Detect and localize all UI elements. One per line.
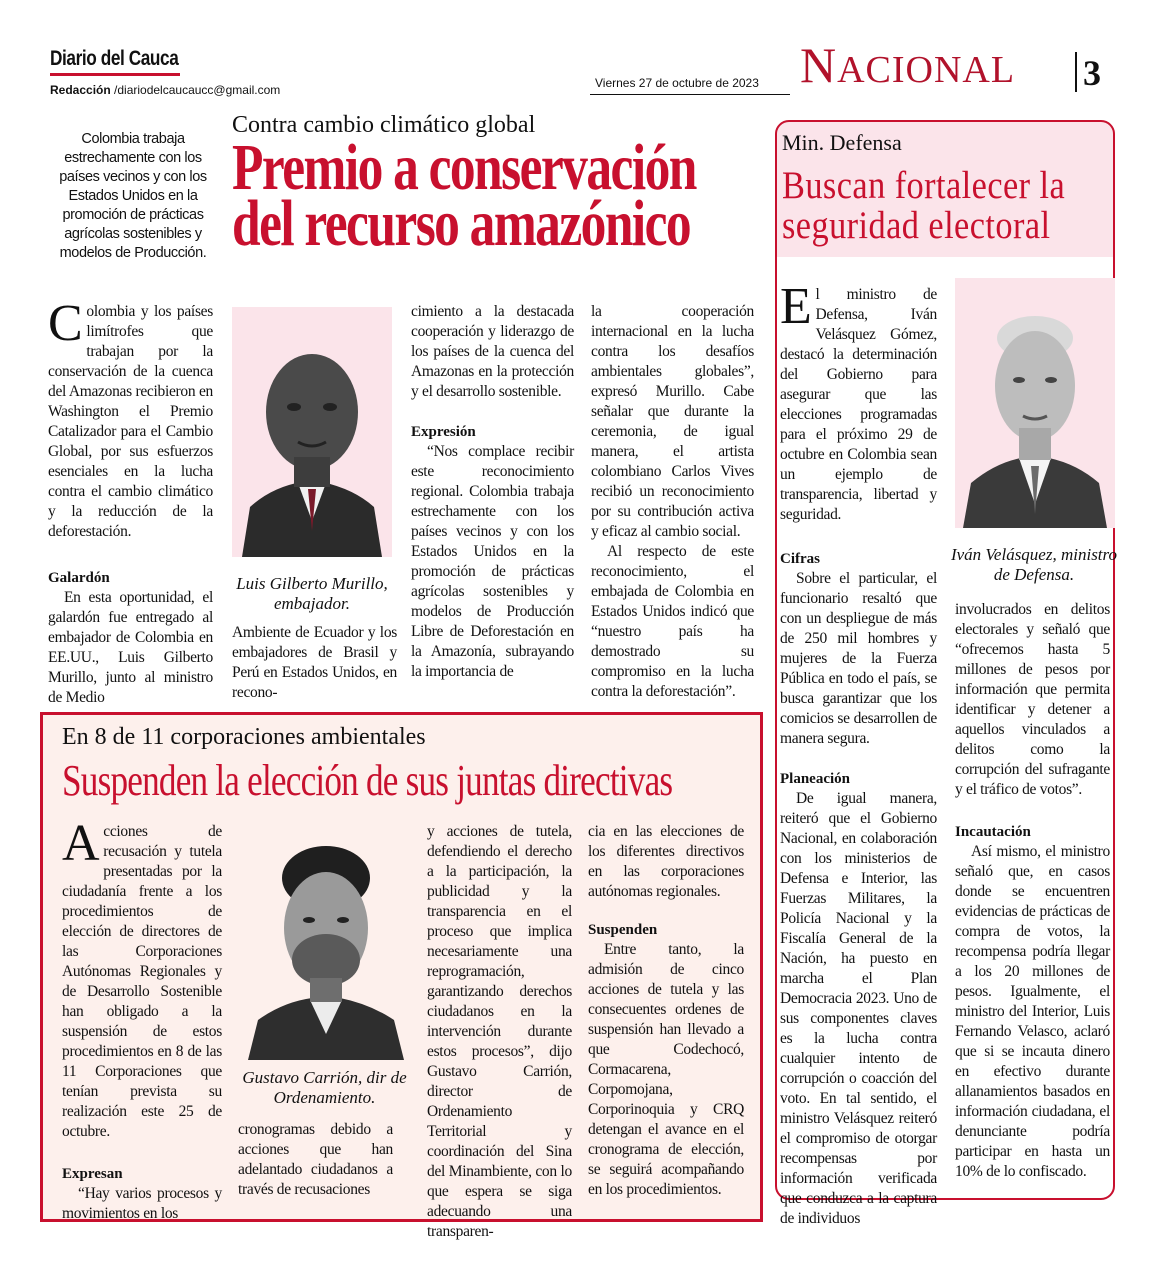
main-column-3 bbox=[411, 302, 574, 682]
redaccion-line bbox=[50, 83, 280, 97]
portrait-icon bbox=[955, 278, 1115, 528]
env-headline: Suspenden la elección de sus juntas directivas bbox=[62, 756, 673, 805]
main-column-4-paragraph-2: Al respecto de este reconocimiento, el embajada de Colombia en Estados Unidos indicó que “nuestro país ha demostrado su compromiso en la lucha contra la deforestación”. bbox=[591, 543, 754, 700]
main-lead: olombia y los países limítrofes que trabajan por la conservación de la cuenca del Amazonas recibieron en Washington el Premio Catalizador para el Cambio Global, por sus esfuerzos esenciales en la lucha contra el cambio climático y la reducción de la deforestación. bbox=[48, 303, 213, 540]
date-rule bbox=[590, 94, 790, 95]
defense-column-2 bbox=[955, 600, 1110, 1182]
main-column-4 bbox=[591, 302, 754, 702]
main-column-3-top: cimiento a la destacada cooperación y liderazgo de los países de la cuenca del Amazonas en la protección y el desarrollo sostenible. bbox=[411, 303, 574, 400]
defense-paragraph-1: Sobre el particular, el funcionario resaltó que con un despliegue de más de 250 mil hombres y mujeres de la Fuerza Pública en todo el país, se busca garantizar que los comicios se desarrollen de manera segura. bbox=[780, 570, 937, 747]
defense-column-2-paragraph-2: Así mismo, el ministro señaló que, en casos donde se encuentren evidencias de prácticas de compra de votos, la recompensa podría llegar a los 20 millones de pesos. Igualmente, el ministro del Interior, Luis Fernando Velasco, aclaró que si se incauta dinero en efectivo durante allanamientos basados en información ciudadana, el denunciante podría participar en hasta un 10% de lo confiscado. bbox=[955, 843, 1110, 1180]
portrait-icon bbox=[238, 820, 413, 1060]
page-number: 3 bbox=[1083, 53, 1101, 93]
paper-name-underline bbox=[50, 73, 180, 76]
defense-kicker: Min. Defensa bbox=[782, 130, 902, 155]
env-subhead-expresan: Expresan bbox=[62, 1166, 123, 1182]
env-column-4-paragraph: Entre tanto, la admisión de cinco acciones de tutela y las consecuentes ordenes de suspensión han llevado a que Codechocó, Cormacarena, Corpomojana, Corporinoquia y CRQ detengan el avance en el cronograma de elección, se seguirá acompañando en los procedimientos. bbox=[588, 941, 744, 1198]
issue-date: Viernes 27 de octubre de 2023 bbox=[595, 76, 759, 90]
redaccion-email: /diariodelcaucaucc@gmail.com bbox=[110, 83, 281, 97]
defense-subhead-incautacion: Incautación bbox=[955, 824, 1031, 840]
defense-dropcap: E bbox=[780, 278, 812, 335]
paper-name: Diario del Cauca bbox=[50, 47, 179, 70]
section-title-initial: N bbox=[800, 37, 838, 93]
main-subhead-galardon: Galardón bbox=[48, 570, 110, 586]
main-subhead-expresion: Expresión bbox=[411, 424, 476, 440]
env-column-1 bbox=[62, 815, 222, 1224]
defense-column-1 bbox=[780, 278, 937, 1229]
main-column-1 bbox=[48, 295, 213, 708]
murillo-photo bbox=[232, 307, 392, 557]
murillo-caption: Luis Gilberto Murillo, embajador. bbox=[236, 574, 388, 613]
defense-subhead-cifras: Cifras bbox=[780, 551, 820, 567]
portrait-icon bbox=[232, 307, 392, 557]
env-paragraph-1: “Hay varios procesos y movimientos en los bbox=[62, 1185, 222, 1222]
main-pullquote: Colombia trabaja estrechamente con los países vecinos y con los Estados Unidos en la promoción de prácticas agrícolas sostenibles y modelos de Producción. bbox=[59, 131, 207, 261]
main-column-4-paragraph-1: la cooperación internacional en la lucha contra los desafíos ambientales globales”, expresó Murillo. Cabe señalar que durante la ceremonia, de igual manera, el artista colombiano Carlos Vives recibió un reconocimiento por su contribución activa y eficaz al cambio social. bbox=[591, 303, 754, 540]
env-kicker: En 8 de 11 corporaciones ambientales bbox=[62, 724, 426, 750]
velasquez-caption: Iván Velásquez, ministro de Defensa. bbox=[950, 545, 1118, 584]
defense-paragraph-2: De igual manera, reiteró que el Gobierno Nacional, en colaboración con los ministerios de Defensa e Interior, las Fuerzas Militares, la Policía Nacional y la Fiscalía General de la Nación, ha puesto en marcha el Plan Democracia 2023. Uno de sus componentes claves es la lucha contra cualquier intento de corrupción o coacción del voto. En tal sentido, el ministro Velásquez reiteró el compromiso de otorgar recompensas por información verificada que conduzca a la captura de individuos bbox=[780, 790, 937, 1227]
env-column-2: cronogramas debido a acciones que han adelantado ciudadanos a través de recusaciones bbox=[238, 1121, 393, 1198]
env-dropcap: A bbox=[62, 815, 100, 872]
section-separator bbox=[1075, 52, 1077, 92]
main-paragraph-1: En esta oportunidad, el galardón fue entregado al embajador de Colombia en EE.UU., Luis Gilberto Murillo, junto al ministro de Medio bbox=[48, 589, 213, 706]
defense-subhead-planeacion: Planeación bbox=[780, 771, 850, 787]
main-headline: Premio a conservación del recurso amazónico bbox=[232, 131, 696, 260]
defense-lead: l ministro de Defensa, Iván Velásquez Gómez, destacó la determinación del Gobierno para asegurar que las elecciones programadas para el próximo 29 de octubre en Colombia sean un ejemplo de transparencia, libertad y seguridad. bbox=[780, 286, 937, 523]
section-title-rest: ACIONAL bbox=[837, 49, 1016, 91]
env-subhead-suspenden: Suspenden bbox=[588, 922, 658, 938]
env-lead: cciones de recusación y tutela presentadas por la ciudadanía frente a los procedimientos de elección de directores de las Corporaciones Autónomas Regionales y de Desarrollo Sostenible han obligado a la suspensión de estos procedimientos en 8 de las 11 Corporaciones que tenían prevista su realización este 25 de octubre. bbox=[62, 823, 222, 1140]
env-column-4-top: cia en las elecciones de los diferentes directivos en las corporaciones autónomas regionales. bbox=[588, 823, 744, 900]
env-column-4 bbox=[588, 822, 744, 1200]
carrion-photo bbox=[238, 820, 413, 1060]
defense-headline: Buscan fortalecer la seguridad electoral bbox=[782, 164, 1066, 247]
section-title bbox=[800, 37, 1016, 93]
main-dropcap: C bbox=[48, 295, 83, 352]
velasquez-photo bbox=[955, 278, 1115, 528]
main-kicker: Contra cambio climático global bbox=[232, 112, 536, 138]
env-column-3: y acciones de tutela, defendiendo el derecho a la participación, la publicidad y la transparencia en el proceso que implica necesariamente una reprogramación, garantizando derechos ciudadanos en la intervención durante estos procesos”, dijo Gustavo Carrión, director de Ordenamiento Territorial y coordinación del Sina del Minambiente, con lo que espera se siga adecuando una transparen- bbox=[427, 823, 572, 1240]
main-column-2: Ambiente de Ecuador y los embajadores de Brasil y Perú en Estados Unidos, en recono- bbox=[232, 624, 397, 701]
main-column-3-paragraph: “Nos complace recibir este reconocimiento regional. Colombia trabaja estrechamente con los países vecinos y con los Estados Unidos en la promoción de prácticas agrícolas sostenibles y modelos de Producción Libre de Deforestación en la Amazonía, subrayando la importancia de bbox=[411, 443, 574, 680]
redaccion-label: Redacción bbox=[50, 83, 111, 97]
defense-column-2-paragraph-1: involucrados en delitos electorales y señaló que “ofrecemos hasta 5 millones de pesos por información que permita identificar y detener a aquellos vinculados a delitos como la corrupción del sufragante y el tráfico de votos”. bbox=[955, 601, 1110, 798]
carrion-caption: Gustavo Carrión, dir de Ordenamiento. bbox=[242, 1068, 407, 1107]
section-title-text bbox=[800, 37, 1015, 93]
